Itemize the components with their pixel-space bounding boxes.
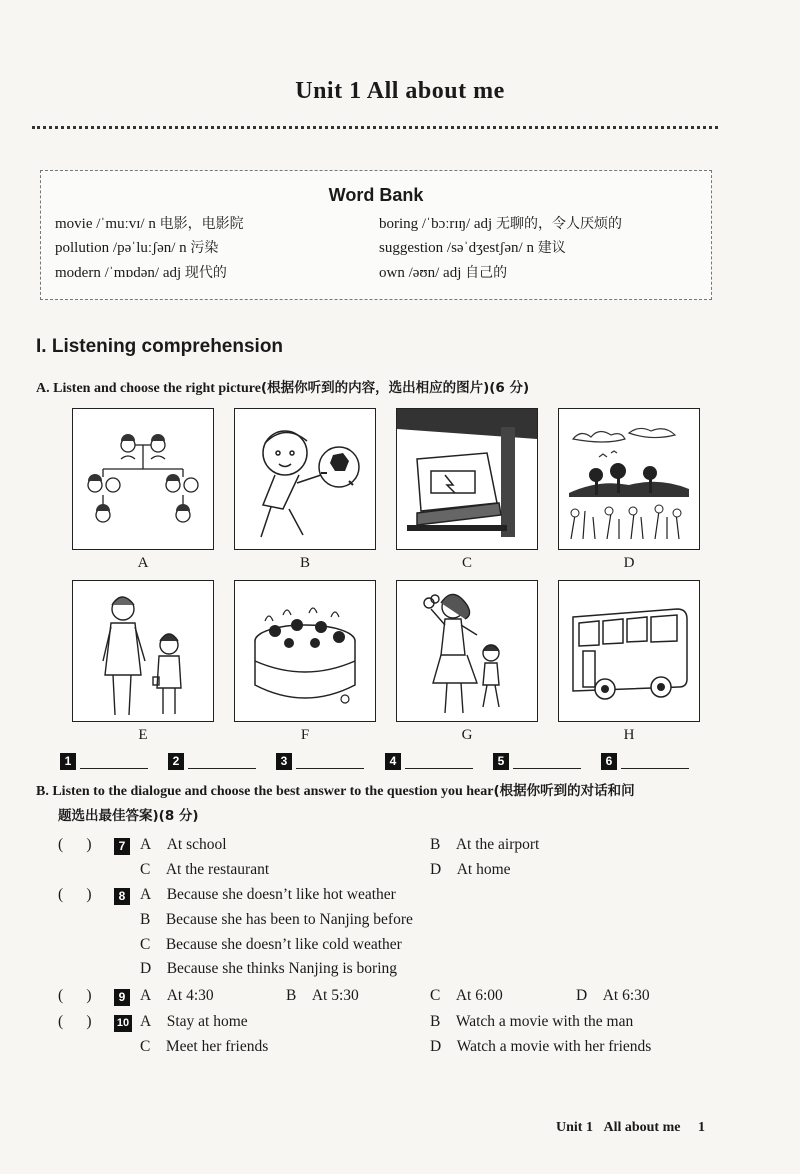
boy-football-icon bbox=[235, 409, 375, 549]
word-entry-meaning: 无聊的，令人厌烦的 bbox=[495, 216, 622, 232]
part-b-instruction-cn: 题选出最佳答案)(8 分) bbox=[58, 808, 199, 824]
word-entry-meaning: 建议 bbox=[537, 240, 566, 256]
option[interactable]: A Stay at home bbox=[140, 1013, 248, 1030]
picture-d bbox=[558, 408, 700, 550]
word-entry bbox=[55, 262, 227, 282]
picture-label: A bbox=[137, 555, 149, 571]
page-title: Unit 1 All about me bbox=[295, 78, 505, 104]
picture-label: D bbox=[623, 555, 635, 571]
footer-title: All about me bbox=[603, 1120, 681, 1135]
answer-paren[interactable]: ( ) bbox=[58, 886, 92, 903]
picture-label: G bbox=[461, 727, 473, 743]
word-entry-meaning: 污染 bbox=[190, 240, 219, 256]
word-entry bbox=[379, 237, 566, 257]
question-number-badge: 1 bbox=[60, 753, 76, 770]
part-a-instruction-cn: (根据你听到的内容，选出相应的图片)(6 分) bbox=[260, 380, 530, 396]
answer-blank[interactable] bbox=[513, 754, 581, 769]
part-a-instruction-en: A. Listen and choose the right picture bbox=[36, 381, 261, 396]
word-entry-term: boring /ˈbɔːrɪŋ/ adj bbox=[379, 216, 493, 232]
answer-slot bbox=[276, 752, 364, 770]
father-son-icon bbox=[73, 581, 213, 721]
answer-blank[interactable] bbox=[621, 754, 689, 769]
answer-blank[interactable] bbox=[296, 754, 364, 769]
picture-label: H bbox=[623, 727, 635, 743]
family-tree-icon bbox=[73, 409, 213, 549]
option[interactable]: B Because she has been to Nanjing before bbox=[140, 911, 413, 928]
option[interactable]: C Meet her friends bbox=[140, 1038, 269, 1055]
part-b-instruction bbox=[36, 779, 635, 800]
answer-blank[interactable] bbox=[80, 754, 148, 769]
answer-slot bbox=[493, 752, 581, 770]
option[interactable]: D At 6:30 bbox=[576, 987, 650, 1004]
cake-icon bbox=[235, 581, 375, 721]
picture-a bbox=[72, 408, 214, 550]
question-number-badge: 8 bbox=[114, 887, 130, 905]
word-entry-term: own /əʊn/ adj bbox=[379, 265, 462, 281]
answer-slot bbox=[168, 752, 256, 770]
question-number-badge: 7 bbox=[114, 837, 130, 855]
option[interactable]: C Because she doesn’t like cold weather bbox=[140, 936, 402, 953]
word-entry-meaning: 现代的 bbox=[184, 265, 227, 281]
part-b-instruction-cont bbox=[58, 804, 199, 825]
footer bbox=[556, 1120, 705, 1136]
answer-paren[interactable]: ( ) bbox=[58, 836, 92, 853]
question-number-badge: 3 bbox=[276, 753, 292, 770]
answer-blank[interactable] bbox=[188, 754, 256, 769]
bus-icon bbox=[559, 581, 699, 721]
word-bank-title: Word Bank bbox=[328, 185, 424, 205]
question-number-badge: 10 bbox=[114, 1014, 132, 1032]
option[interactable]: A Because she doesn’t like hot weather bbox=[140, 886, 396, 903]
word-entry-term: suggestion /səˈdʒestʃən/ n bbox=[379, 240, 534, 256]
question-number-badge: 2 bbox=[168, 753, 184, 770]
part-a-instruction bbox=[36, 376, 529, 397]
word-entry-term: movie /ˈmuːvɪ/ n bbox=[55, 216, 156, 232]
option[interactable]: A At 4:30 bbox=[140, 987, 214, 1004]
question-number-badge: 9 bbox=[114, 988, 130, 1006]
answer-slot bbox=[385, 752, 473, 770]
train-icon bbox=[397, 409, 537, 549]
countryside-icon bbox=[559, 409, 699, 549]
footer-unit: Unit 1 bbox=[556, 1120, 593, 1135]
option[interactable]: C At 6:00 bbox=[430, 987, 503, 1004]
word-entry bbox=[379, 262, 507, 282]
picture-label: C bbox=[461, 555, 472, 571]
picture-label: F bbox=[300, 727, 310, 743]
picture-c bbox=[396, 408, 538, 550]
page-number: 1 bbox=[697, 1120, 705, 1135]
option[interactable]: D Because she thinks Nanjing is boring bbox=[140, 960, 398, 977]
part-b-instruction-cn: (根据你听到的对话和问 bbox=[493, 783, 635, 799]
option[interactable]: A At school bbox=[140, 836, 227, 853]
option[interactable]: C At the restaurant bbox=[140, 861, 270, 878]
word-bank bbox=[40, 170, 712, 300]
section-heading: I. Listening comprehension bbox=[36, 336, 284, 357]
option[interactable]: B At the airport bbox=[430, 836, 540, 853]
option[interactable]: B Watch a movie with the man bbox=[430, 1013, 634, 1030]
word-entry bbox=[55, 237, 218, 257]
option[interactable]: D Watch a movie with her friends bbox=[430, 1038, 652, 1055]
question-number-badge: 4 bbox=[385, 753, 401, 770]
question-number-badge: 5 bbox=[493, 753, 509, 770]
word-entry-term: modern /ˈmɒdən/ adj bbox=[55, 265, 182, 281]
picture-label: B bbox=[299, 555, 310, 571]
answer-slot bbox=[60, 752, 148, 770]
picture-h bbox=[558, 580, 700, 722]
answer-slot bbox=[601, 752, 689, 770]
picture-e bbox=[72, 580, 214, 722]
picture-b bbox=[234, 408, 376, 550]
answer-blank[interactable] bbox=[405, 754, 473, 769]
answer-paren[interactable]: ( ) bbox=[58, 987, 92, 1004]
picture-f bbox=[234, 580, 376, 722]
word-entry-meaning: 电影，电影院 bbox=[159, 216, 244, 232]
word-entry-term: pollution /pəˈluːʃən/ n bbox=[55, 240, 187, 256]
mother-child-icon bbox=[397, 581, 537, 721]
question-number-badge: 6 bbox=[601, 753, 617, 770]
picture-g bbox=[396, 580, 538, 722]
option[interactable]: B At 5:30 bbox=[286, 987, 359, 1004]
answer-paren[interactable]: ( ) bbox=[58, 1013, 92, 1030]
option[interactable]: D At home bbox=[430, 861, 511, 878]
word-entry bbox=[379, 213, 622, 233]
word-entry-meaning: 自己的 bbox=[465, 265, 508, 281]
title-divider bbox=[32, 126, 718, 129]
part-b-instruction-en: B. Listen to the dialogue and choose the best answer to the question you hear bbox=[36, 784, 494, 799]
word-entry bbox=[55, 213, 244, 233]
picture-label: E bbox=[138, 727, 148, 743]
